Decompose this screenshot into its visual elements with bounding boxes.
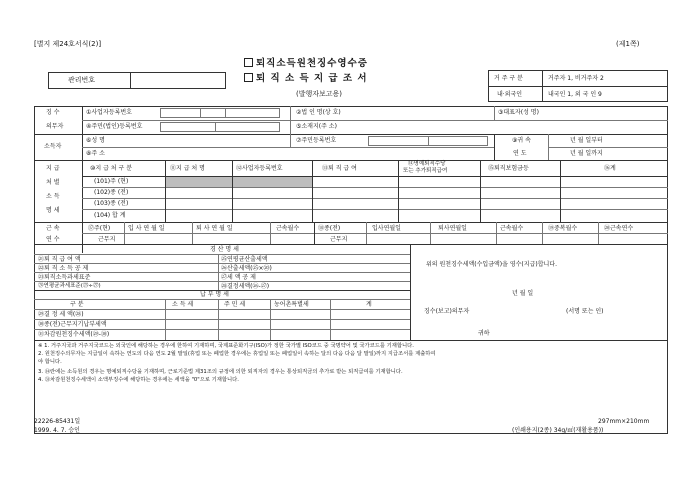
service-workplace-2: 근무지 — [330, 236, 348, 243]
service-exit-date: 퇴 사 연 월 일 — [196, 225, 233, 232]
col-payer-type: ⑩지 급 처 구 분 — [90, 165, 132, 172]
note-2: 2. 원천징수의무자는 지급일이 속하는 연도의 다음 연도 2월 말일(휴업 또는 폐업한 경우에는 휴업일 또는 폐업일이 속하는 달의 다음 다음 달 말일)까지 지급조서를 제출하여 — [38, 351, 436, 357]
row-current: (101)주 (현) — [94, 178, 129, 185]
form-subtitle: (발행자보고용) — [296, 90, 343, 98]
earner-label: 소득자 — [44, 143, 62, 150]
tax-paid-row-withholding: ㉛차감원천징수세액(㉙-㉚) — [38, 331, 110, 338]
service-current-label: ⑰주(현) — [88, 225, 111, 232]
payer-address-label: ⑤소재지(주 소) — [296, 123, 337, 130]
payment-side-4: 명 세 — [46, 207, 60, 214]
checkbox-receipt[interactable] — [244, 58, 253, 67]
row-previous-1: (102)종 (전) — [94, 189, 129, 196]
tax-calc-right-4: ㉘결정세액(㉖-㉗) — [221, 283, 270, 290]
tax-calc-right-1: ㉕연평균산출세액 — [221, 256, 268, 263]
footer-code: 22226-85431일 — [34, 418, 81, 425]
tax-paid-col-income-tax: 소 득 세 — [172, 301, 194, 308]
form-title-statement: 퇴 직 소 득 지 급 조 서 — [244, 73, 368, 84]
page-number: (제1쪽) — [616, 40, 640, 48]
service-entry-date-2: 입사연월일 — [372, 225, 401, 232]
form-title-receipt: 퇴직소득원천징수영수증 — [244, 58, 368, 69]
service-years: ⑳근속연수 — [604, 225, 634, 232]
service-previous-label: ⑱종(전) — [318, 225, 341, 232]
earner-address-label: ⑧주 소 — [86, 150, 105, 157]
receipt-statement: 위의 원천징수세액(수입금액)을 영수(지급)합니다. — [426, 261, 558, 268]
tax-calc-left-3: ㉓퇴직소득과세표준 — [38, 274, 91, 281]
row-previous-2: (103)종 (전) — [94, 200, 129, 207]
note-2-cont: 야 합니다. — [38, 359, 62, 365]
service-months-2: 근속월수 — [500, 225, 524, 232]
residency-label: 거 주 구 분 — [494, 75, 523, 82]
tax-calc-left-2: ㉒퇴 직 소 득 공 제 — [38, 265, 89, 272]
tax-calc-right-2: ㉖산출세액(㉕×⑳) — [221, 265, 272, 272]
period-label: ⑨귀 속 — [512, 137, 531, 144]
service-duplicate-months: ⑲중복월수 — [548, 225, 578, 232]
col-insurance: ⑮퇴직보험금등 — [488, 165, 529, 172]
earner-resident-no-label: ⑦주민등록번호 — [296, 137, 337, 144]
row-sum: (104) 합 계 — [94, 212, 126, 219]
col-payer-biz-no: ⑫사업자등록번호 — [236, 165, 283, 172]
payer-biz-no-label: ①사업자등록번호 — [86, 109, 132, 116]
payer-biz-no-field[interactable] — [160, 108, 280, 118]
payer-resident-no-label: ④주민(법인)등록번호 — [86, 123, 143, 130]
col-honorary-retirement-1: ⑭명예퇴직수당 — [408, 161, 446, 167]
service-workplace: 근무지 — [98, 236, 116, 243]
period-from[interactable]: 년 월 일부터 — [570, 137, 603, 144]
payer-label-1: 징 수 — [46, 109, 60, 116]
nationality-label: 내·외국인 — [497, 91, 523, 98]
shaded-cell-current-name — [166, 177, 232, 187]
tax-paid-header: 납 부 명 세 — [200, 291, 229, 298]
payer-resident-no-field[interactable] — [160, 122, 280, 132]
col-total: ⑯계 — [604, 165, 616, 172]
form-number: [별지 제24호서식(2)] — [34, 40, 102, 48]
tax-paid-row-prepaid: ㉚종(전)근무지기납부세액 — [38, 321, 107, 328]
service-entry-date: 입 사 연 월 일 — [128, 225, 165, 232]
residency-value[interactable]: 거주자 1, 비거주자 2 — [548, 75, 604, 82]
management-number-label: 관리번호 — [68, 76, 96, 84]
tax-calc-right-3: ㉗세 액 공 제 — [221, 274, 256, 281]
tax-paid-col-special-tax: 농어촌특별세 — [274, 301, 309, 308]
management-number-field[interactable] — [131, 72, 226, 89]
footer-approved: 1999. 4. 7. 승인 — [34, 427, 80, 434]
tax-calc-left-1: ㉑퇴 직 급 여 액 — [38, 256, 81, 263]
payment-side-1: 지 급 — [46, 165, 60, 172]
shaded-cell-current-bizno — [233, 177, 312, 187]
payment-side-2: 처 별 — [46, 179, 60, 186]
receipt-sign[interactable]: (서명 또는 인) — [566, 308, 604, 315]
footer-size: 297mm×210mm — [598, 418, 650, 425]
period-label-2: 연 도 — [513, 150, 527, 157]
receipt-date[interactable]: 년 월 일 — [512, 290, 534, 297]
note-4: 4. ㉛차감원천징수세액이 소액부징수에 해당하는 경우에는 세액을 "0"으로 기재합니다. — [38, 377, 239, 383]
tax-paid-row-determined: ㉙결 정 세 액(㉘) — [38, 311, 84, 318]
note-1: ※ 1. 거주지국과 거주지국코드는 외국인에 해당하는 경우에 한하여 기재하며, 국제표준화기구(ISO)가 정한 국가별 ISO코드 중 국명약어 및 국가코드를 기재합니다. — [38, 343, 414, 349]
service-exit-date-2: 퇴사연월일 — [438, 225, 467, 232]
service-side-1: 근 속 — [46, 225, 60, 232]
service-months: 근속월수 — [276, 225, 300, 232]
nationality-value[interactable]: 내국인 1, 외 국 인 9 — [548, 91, 602, 98]
tax-calc-left-4: ㉔연평균과세표준(㉓÷㉗) — [38, 283, 101, 289]
tax-paid-col-category: 구 분 — [70, 301, 84, 308]
receipt-to: 귀하 — [478, 330, 490, 337]
payer-label-2: 의무자 — [46, 123, 64, 130]
payment-side-3: 소 득 — [46, 193, 60, 200]
payer-rep-name-label: ③대표자(성 명) — [498, 109, 539, 116]
earner-name-label: ⑥성 명 — [86, 137, 105, 144]
tax-paid-col-resident-tax: 주 민 세 — [224, 301, 246, 308]
col-honorary-retirement-2: 또는 추가퇴직급여 — [403, 168, 448, 174]
service-side-2: 연 수 — [46, 236, 60, 243]
tax-paid-col-total: 계 — [366, 301, 372, 308]
note-3: 3. ⑭란에는 소득원의 경우는 명예퇴직수당을 기재하며, 근로기준법 제31조의 규정에 의한 퇴직자의 경우는 통상퇴직금의 추가로 받는 퇴직급여를 기재합니다. — [38, 369, 403, 375]
checkbox-statement[interactable] — [244, 73, 253, 82]
receipt-reporter: 징수(보고)의무자 — [424, 308, 470, 315]
footer-paper: (인쇄용지(2종) 34g/㎡(재활용품)) — [512, 427, 604, 434]
col-payer-name: ⑪지 급 처 명 — [170, 165, 205, 172]
period-to[interactable]: 년 월 일까지 — [570, 150, 603, 157]
col-retirement-pay: ⑬퇴 직 급 여 — [322, 165, 357, 172]
payer-corp-name-label: ②법 인 명(상 호) — [296, 109, 341, 116]
tax-calc-header: 경 산 명 세 — [210, 246, 239, 253]
